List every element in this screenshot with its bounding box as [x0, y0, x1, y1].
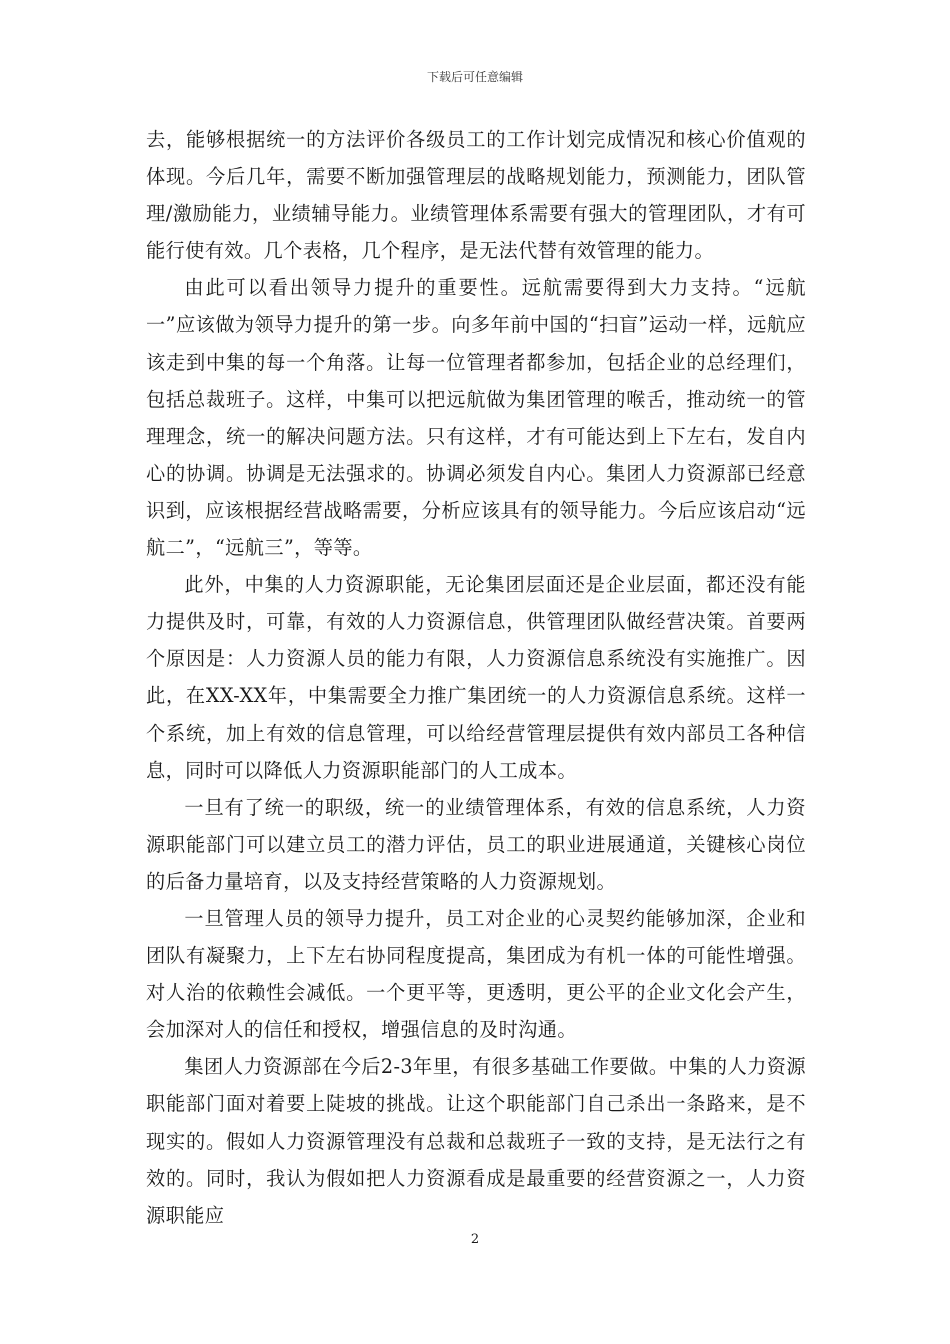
paragraph-hr-department: 集团人力资源部在今后2-3年里，有很多基础工作要做。中集的人力资源职能部门面对着要上陡坡的挑战。让这个职能部门自己杀出一条路来，是不现实的。假如人力资源管理没有总裁和总裁班子一致的支持，是无法行之有效的。同时，我认为假如把人力资源看成是最重要的经营资源之一，人力资源职能应 — [146, 1055, 806, 1227]
document-body — [146, 121, 806, 1234]
page-header-note: 下载后可任意编辑 — [426, 70, 523, 84]
paragraph-hr-information: 此外，中集的人力资源职能，无论集团层面还是企业层面，都还没有能力提供及时，可靠，有效的人力资源信息，供管理团队做经营决策。首要两个原因是：人力资源人员的能力有限，人力资源信息系统没有实施推广。因此，在XX-XX年，中集需要全力推广集团统一的人力资源信息系统。这样一个系统，加上有效的信息管理，可以给经营管理层提供有效内部员工各种信息，同时可以降低人力资源职能部门的人工成本。 — [146, 573, 806, 782]
paragraph-culture: 一旦管理人员的领导力提升，员工对企业的心灵契约能够加深，企业和团队有凝聚力，上下左右协同程度提高，集团成为有机一体的可能性增强。对人治的依赖性会减低。一个更平等，更透明，更公平的企业文化会产生，会加深对人的信任和授权，增强信息的及时沟通。 — [146, 906, 806, 1042]
paragraph-continued: 去，能够根据统一的方法评价各级员工的工作计划完成情况和核心价值观的体现。今后几年，需要不断加强管理层的战略规划能力，预测能力，团队管理/激励能力，业绩辅导能力。业绩管理体系需要有强大的管理团队，才有可能行使有效。几个表格，几个程序，是无法代替有效管理的能力。 — [146, 128, 806, 263]
paragraph-hr-capabilities: 一旦有了统一的职级，统一的业绩管理体系，有效的信息系统，人力资源职能部门可以建立员工的潜力评估，员工的职业进展通道，关键核心岗位的后备力量培育，以及支持经营策略的人力资源规划。 — [146, 795, 806, 893]
paragraph-leadership: 由此可以看出领导力提升的重要性。远航需要得到大力支持。“远航一”应该做为领导力提升的第一步。向多年前中国的“扫盲”运动一样，远航应该走到中集的每一个角落。让每一位管理者都参加，包括企业的总经理们，包括总裁班子。这样，中集可以把远航做为集团管理的喉舌，推动统一的管理理念，统一的解决问题方法。只有这样，才有可能达到上下左右，发自内心的协调。协调是无法强求的。协调必须发自内心。集团人力资源部已经意识到，应该根据经营战略需要，分析应该具有的领导能力。今后应该启动“远航二”，“远航三”，等等。 — [146, 276, 806, 560]
page-number: 2 — [470, 1232, 480, 1247]
